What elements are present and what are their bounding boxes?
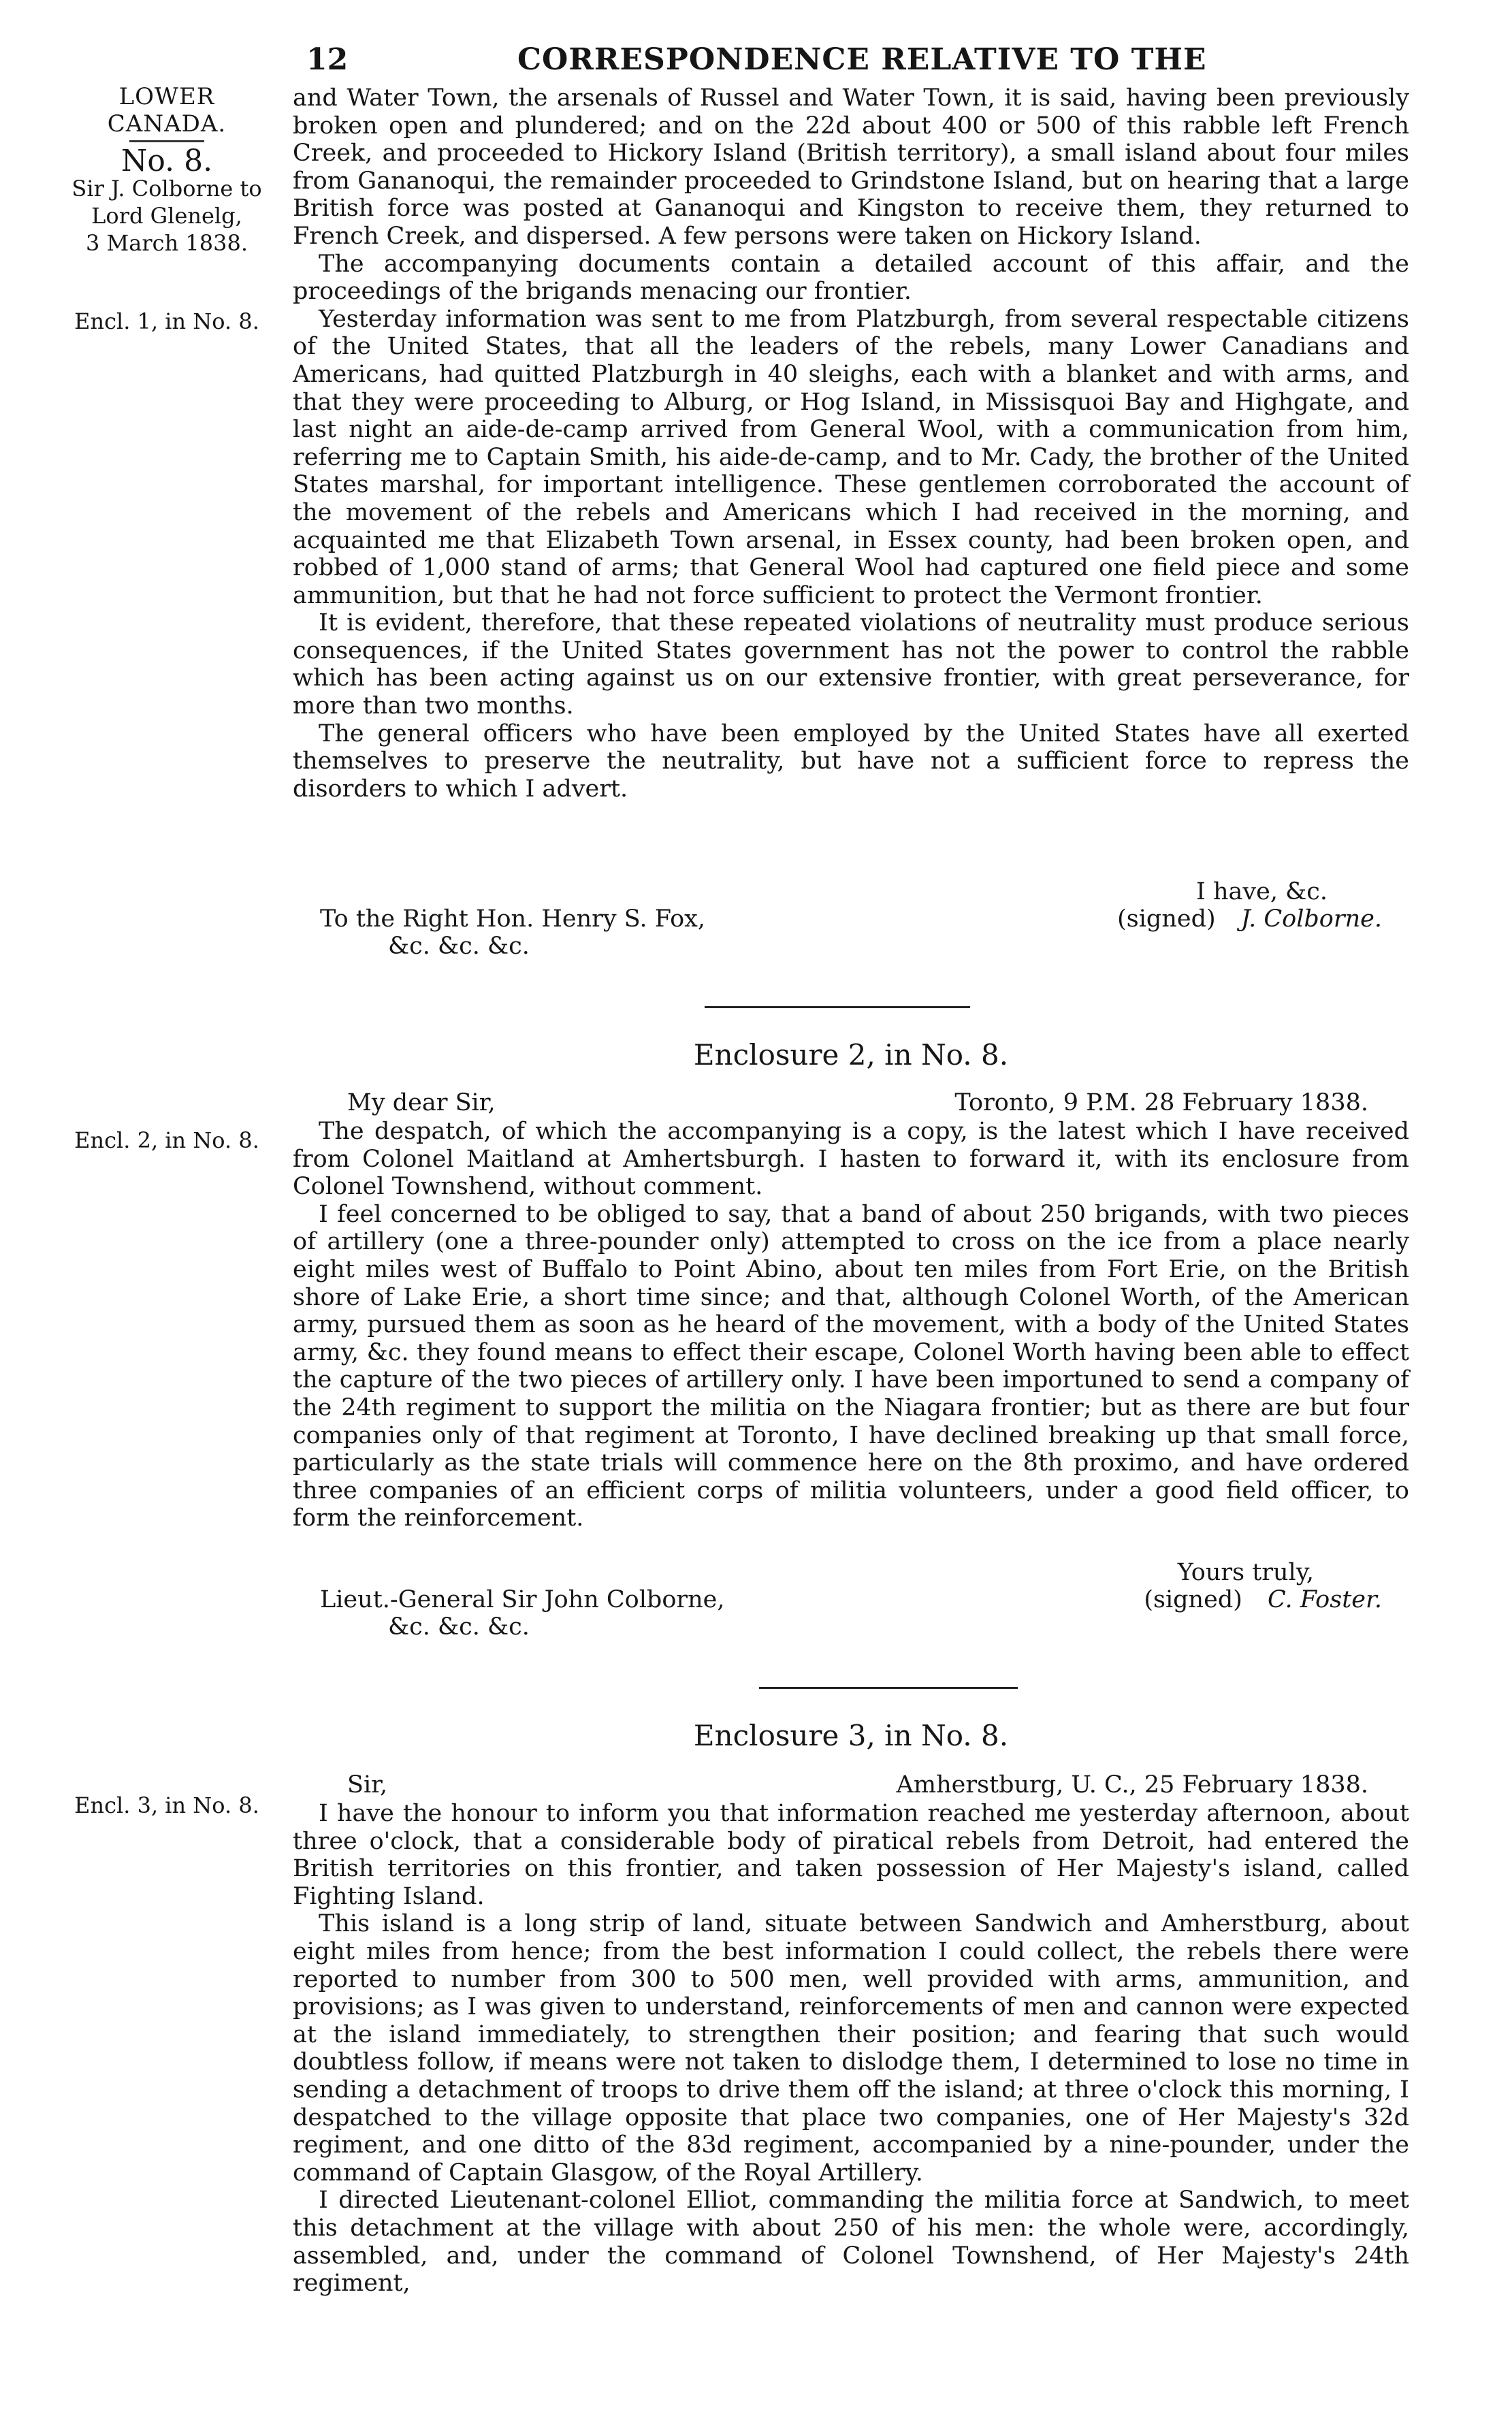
margin-rule (129, 140, 204, 142)
signed-label: (signed) (1144, 1586, 1242, 1613)
margin-encl2: Encl. 2, in No. 8. (74, 1127, 259, 1153)
margin-recipient: Lord Glenelg, (91, 203, 242, 229)
margin-province-line1: LOWER (118, 83, 215, 110)
margin-date: 3 March 1838. (86, 230, 248, 256)
margin-province-line2: CANADA. (107, 110, 227, 138)
addressee-etc: &c. &c. &c. (388, 1613, 530, 1641)
enclosure1-paragraph: The accompanying documents contain a detailed account of this affair, and the proceedings of the brigands menacing our frontier. (293, 250, 1409, 306)
signature-name: C. Foster. (1268, 1586, 1382, 1613)
enclosure2-letterhead (293, 1089, 1409, 1116)
salutation: Sir, (347, 1771, 388, 1799)
enclosure2-paragraph: The despatch, of which the accompanying is a copy, is the latest which I have received from Colonel Maitland at Amhertsburgh. I hasten to forward it, with its enclosure from Colonel Townshend, without comment. (293, 1118, 1409, 1201)
signature-block (1144, 1586, 1382, 1613)
enclosure3-letterhead (293, 1771, 1409, 1799)
signature-name: J. Colborne. (1240, 905, 1382, 933)
addressee: Lieut.-General Sir John Colborne, (320, 1586, 725, 1613)
enclosure1-paragraph: Yesterday information was sent to me from Platzburgh, from several respectable citizens of the United States, that all the leaders of the rebels, many Lower Canadians and Americans, had quitted Platzburgh in 40 sleighs, each with a blanket and with arms, and that they were proceeding to Alburg, or Hog Island, in Missisquoi Bay and Highgate, and last night an aide-de-camp arrived from General Wool, with a communication from him, referring me to Captain Smith, his aide-de-camp, and to Mr. Cady, the brother of the United States marshal, for important intelligence. These gentlemen corroborated the account of the movement of the rebels and Americans which I had received in the morning, and acquainted me that Elizabeth Town arsenal, in Essex county, had been broken open, and robbed of 1,000 stand of arms; that General Wool had captured one field piece and some ammunition, but that he had not force sufficient to protect the Vermont frontier. (293, 305, 1409, 609)
enclosure2-body (293, 1118, 1409, 1532)
dateline: Amherstburg, U. C., 25 February 1838. (896, 1771, 1368, 1799)
enclosure1-body (293, 84, 1409, 803)
enclosure1-paragraph: The general officers who have been employed by the United States have all exerted themselves to preserve the neutrality, but have not a sufficient force to repress the disorders to which I advert. (293, 720, 1409, 803)
enclosure2-heading: Enclosure 2, in No. 8. (693, 1038, 1009, 1071)
salutation: My dear Sir, (347, 1089, 496, 1116)
margin-encl1: Encl. 1, in No. 8. (74, 308, 259, 334)
enclosure2-paragraph: I feel concerned to be obliged to say, that a band of about 250 brigands, with two pieces of artillery (one a three-pounder only) attempted to cross on the ice from a place nearly eight miles west of Buffalo to Point Abino, about ten miles from Fort Erie, on the British shore of Lake Erie, a short time since; and that, although Colonel Worth, of the American army, pursued them as soon as he heard of the movement, with a body of the United States army, &c. they found means to effect their escape, Colonel Worth having been able to effect the capture of the two pieces of artillery only. I have been importuned to send a company of the 24th regiment to support the militia on the Niagara frontier; but as there are but four companies only of that regiment at Toronto, I have declined breaking up that small force, particularly as the state trials will commence here on the 8th proximo, and have ordered three companies of an efficient corps of militia volunteers, under a good field officer, to form the reinforcement. (293, 1200, 1409, 1532)
closing-formula: Yours truly, (1177, 1559, 1314, 1586)
addressee-etc: &c. &c. &c. (388, 933, 530, 960)
margin-encl3: Encl. 3, in No. 8. (74, 1792, 259, 1818)
closing-formula: I have, &c. (1196, 878, 1328, 905)
page-number: 12 (306, 42, 349, 77)
page-header (300, 42, 1457, 83)
addressee: To the Right Hon. Henry S. Fox, (320, 905, 706, 933)
enclosure3-heading: Enclosure 3, in No. 8. (693, 1719, 1009, 1752)
enclosure1-paragraph: and Water Town, the arsenals of Russel and Water Town, it is said, having been previously broken open and plundered; and on the 22d about 400 or 500 of this rabble left French Creek, and proceeded to Hickory Island (British territory), a small island about four miles from Gananoqui, the remainder proceeded to Grindstone Island, but on hearing that a large British force was posted at Gananoqui and Kingston to receive them, they returned to French Creek, and dispersed. A few persons were taken on Hickory Island. (293, 84, 1409, 250)
margin-despatch-note (54, 83, 279, 257)
running-title: CORRESPONDENCE RELATIVE TO THE (517, 42, 1207, 77)
enclosure3-paragraph: I directed Lieutenant-colonel Elliot, commanding the militia force at Sandwich, to meet this detachment at the village with about 250 of his men: the whole were, accordingly, assembled, and, under the command of Colonel Townshend, of Her Majesty's 24th regiment, (293, 2187, 1409, 2298)
margin-despatch-number: No. 8. (120, 144, 213, 178)
signature-block (1117, 905, 1382, 933)
enclosure3-body (293, 1800, 1409, 2298)
enclosure1-paragraph: It is evident, therefore, that these repeated violations of neutrality must produce serious consequences, if the United States government has not the power to control the rabble which has been acting against us on our extensive frontier, with great perseverance, for more than two months. (293, 609, 1409, 720)
margin-from-to: Sir J. Colborne to (71, 176, 262, 202)
section-divider (705, 1006, 970, 1008)
enclosure3-paragraph: I have the honour to inform you that information reached me yesterday afternoon, about three o'clock, that a considerable body of piratical rebels from Detroit, had entered the British territories on this frontier, and taken possession of Her Majesty's island, called Fighting Island. (293, 1800, 1409, 1910)
dateline: Toronto, 9 P.M. 28 February 1838. (954, 1089, 1368, 1116)
enclosure3-paragraph: This island is a long strip of land, situate between Sandwich and Amherstburg, about eight miles from hence; from the best information I could collect, the rebels there were reported to number from 300 to 500 men, well provided with arms, ammunition, and provisions; as I was given to understand, reinforcements of men and cannon were expected at the island immediately, to strengthen their position; and fearing that such would doubtless follow, if means were not taken to dislodge them, I determined to lose no time in sending a detachment of troops to drive them off the island; at three o'clock this morning, I despatched to the village opposite that place two companies, one of Her Majesty's 32d regiment, and one ditto of the 83d regiment, accompanied by a nine-pounder, under the command of Captain Glasgow, of the Royal Artillery. (293, 1910, 1409, 2187)
enclosure2-closing (293, 1559, 1409, 1647)
enclosure1-closing (293, 878, 1409, 967)
section-divider (759, 1687, 1018, 1689)
signed-label: (signed) (1117, 905, 1216, 933)
